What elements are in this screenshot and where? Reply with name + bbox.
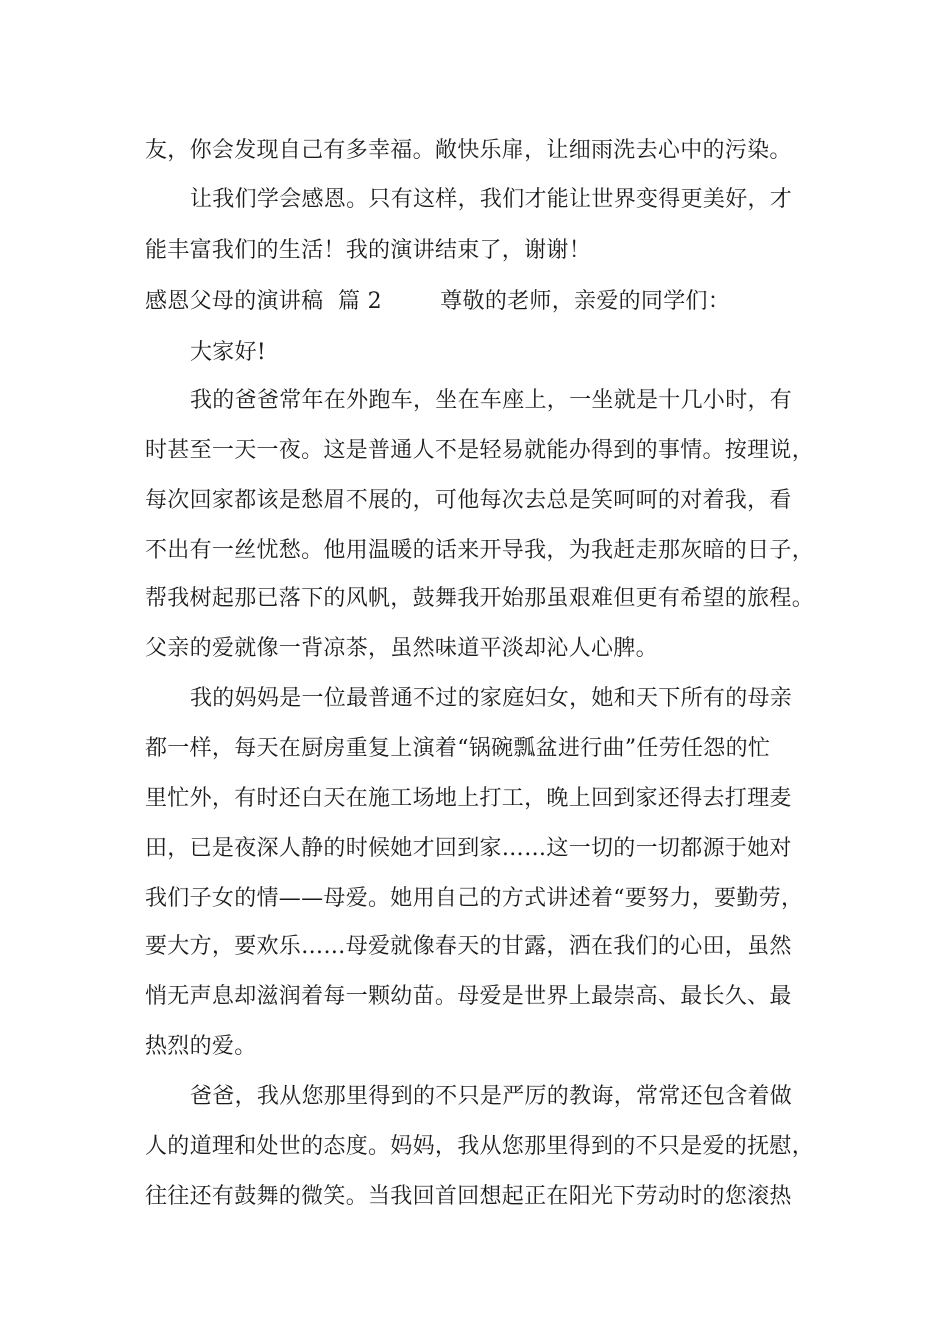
section-heading-line: 感恩父母的演讲稿 篇 2 尊敬的老师，亲爱的同学们： [145,289,731,314]
text-line: 往往还有鼓舞的微笑。当我回首回想起正在阳光下劳动时的您滚热 [145,1184,792,1209]
text-line: 时甚至一天一夜。这是普通人不是轻易就能办得到的事情。按理说， [145,438,815,463]
text-line: 田，已是夜深人静的时候她才回到家……这一切的一切都源于她对 [145,836,792,861]
text-line: 父亲的爱就像一背凉茶，虽然味道平淡却沁人心脾。 [145,636,658,661]
text-line: 能丰富我们的生活！我的演讲结束了，谢谢！ [145,238,592,263]
text-line: 我的爸爸常年在外跑车，坐在车座上，一坐就是十几小时，有 [190,388,793,413]
text-line: 我的妈妈是一位最普通不过的家庭妇女，她和天下所有的母亲 [190,686,793,711]
text-line: 让我们学会感恩。只有这样，我们才能让世界变得更美好，才 [190,187,793,212]
text-line: 帮我树起那已落下的风帆，鼓舞我开始那虽艰难但更有希望的旅程。 [145,586,815,611]
text-line: 友，你会发现自己有多幸福。敞快乐扉，让细雨洗去心中的污染。 [145,138,792,163]
text-line: 要大方，要欢乐……母爱就像春天的甘露，洒在我们的心田，虽然 [145,934,792,959]
text-line: 都一样，每天在厨房重复上演着“锅碗瓢盆进行曲”任劳任怨的忙 [145,736,771,761]
text-line: 悄无声息却滋润着每一颗幼苗。母爱是世界上最崇高、最长久、最 [145,984,792,1009]
text-line: 每次回家都该是愁眉不展的，可他每次去总是笑呵呵的对着我，看 [145,488,792,513]
text-line: 里忙外，有时还白天在施工场地上打工，晚上回到家还得去打理麦 [145,786,792,811]
text-line: 大家好! [190,340,267,365]
text-line: 我们子女的情——母爱。她用自己的方式讲述着“要努力，要勤劳， [145,886,804,911]
text-line: 不出有一丝忧愁。他用温暖的话来开导我，为我赶走那灰暗的日子， [145,538,815,563]
text-line: 人的道理和处世的态度。妈妈，我从您那里得到的不只是爱的抚慰， [145,1134,815,1159]
text-line: 热烈的爱。 [145,1034,257,1059]
text-line: 爸爸，我从您那里得到的不只是严厉的教诲，常常还包含着做 [190,1084,793,1109]
